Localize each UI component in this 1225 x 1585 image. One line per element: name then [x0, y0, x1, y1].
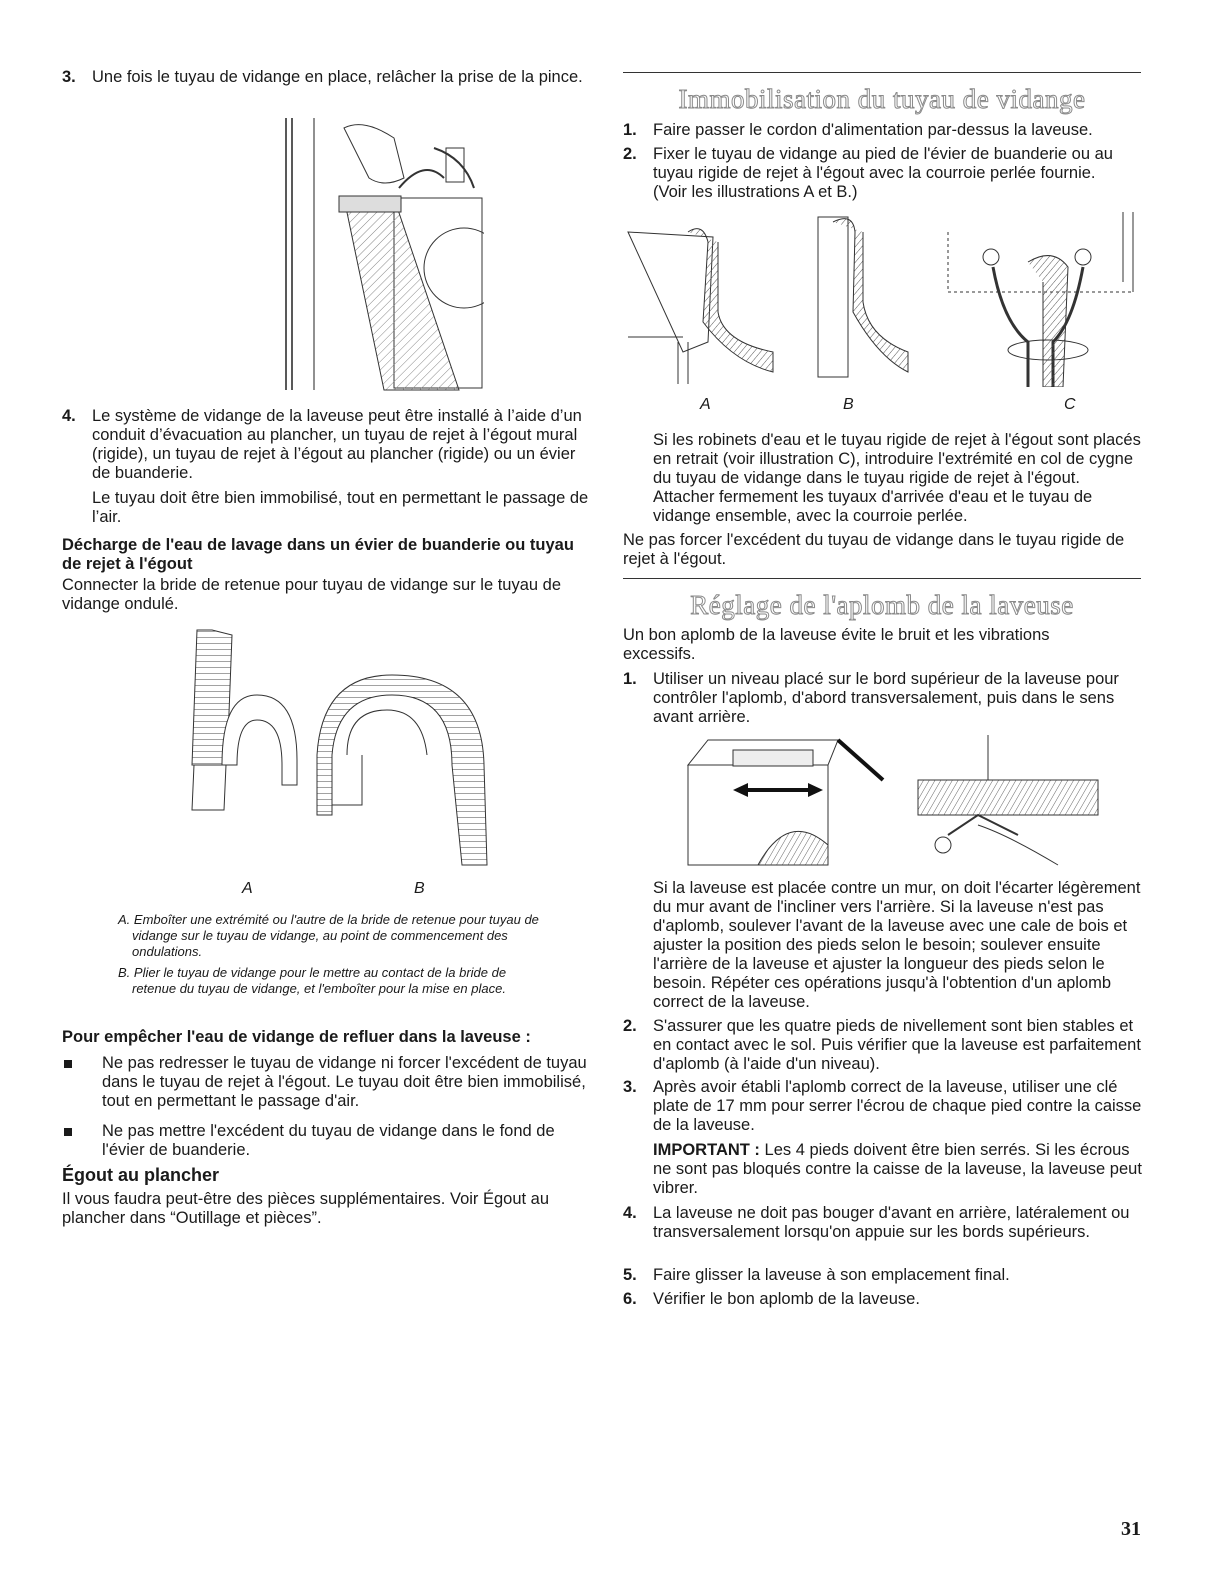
leveling-illustration [678, 735, 1108, 870]
step-text: Fixer le tuyau de vidange au pied de l'évier de buanderie ou au tuyau rigide de rejet à l'égout avec la courroie perlée fournie. (Voir les illustrations A et B.) [653, 145, 1113, 201]
step-number: 4. [623, 1204, 637, 1222]
caption-a: A. Emboîter une extrémité ou l'autre de la bride de retenue pour tuyau de vidange sur le tuyau de vidange, au point de commencement des ondulations. [118, 912, 539, 959]
step-number: 4. [62, 407, 76, 425]
step-number: 1. [623, 121, 637, 139]
step-number: 3. [62, 68, 76, 86]
level-step-3 [623, 1078, 1143, 1198]
step-text: La laveuse ne doit pas bouger d'avant en arrière, latéralement ou transversalement lorsqu'on appuie sur les bords supérieurs. [653, 1204, 1130, 1241]
step-2 [623, 145, 1133, 202]
level-step-4 [623, 1204, 1143, 1242]
step-text: S'assurer que les quatre pieds de nivellement sont bien stables et en contact avec le sol. Puis vérifier que la laveuse est parfaitement d'aplomb (à l'aide d'un niveau). [653, 1017, 1141, 1073]
step-text: Une fois le tuyau de vidange en place, relâcher la prise de la pince. [92, 68, 583, 86]
bullet-icon [64, 1060, 72, 1068]
leveling-text: Si la laveuse est placée contre un mur, on doit l'écarter légèrement du mur avant de l'incliner vers l'arrière. Si la laveuse n'est pas d'aplomb, soulever l'avant de la laveuse avec une cale de bois et ajuster la position des pieds selon le besoin; soulever ensuite l'arrière de la laveuse et ajuster la longueur des pieds selon le besoin. Répéter ces opérations jusqu'à l'obtention d'un aplomb correct de la laveuse. [653, 879, 1141, 1011]
level-step-1 [623, 670, 1143, 727]
bullet-icon [64, 1128, 72, 1136]
bullet-text: Ne pas redresser le tuyau de vidange ni forcer l'excédent de tuyau dans le tuyau de rejet à l'égout. Le tuyau doit être bien immobilisé, tout en permettant le passage d'air. [102, 1054, 587, 1110]
section-title-hose-securing: Immobilisation du tuyau de vidange [678, 84, 1086, 114]
step-number: 2. [623, 145, 637, 163]
discharge-heading: Décharge de l'eau de lavage dans un évier de buanderie ou tuyau de rejet à l'égout [62, 536, 574, 573]
step-text: Vérifier le bon aplomb de la laveuse. [653, 1290, 920, 1308]
clamp-illustration [284, 118, 484, 393]
caption-b: B. Plier le tuyau de vidange pour le mettre au contact de la bride de retenue du tuyau de vidange, et l'emboîter pour la mise en place. [118, 965, 507, 996]
bullet-text: Ne pas mettre l'excédent du tuyau de vidange dans le fond de l'évier de buanderie. [102, 1122, 555, 1159]
section-divider [623, 72, 1141, 73]
excess-hose-note: Ne pas forcer l'excédent du tuyau de vidange dans le tuyau rigide de rejet à l'égout. [623, 531, 1125, 568]
step-text: Faire passer le cordon d'alimentation par-dessus la laveuse. [653, 121, 1093, 139]
step-text: Utiliser un niveau placé sur le bord supérieur de la laveuse pour contrôler l'aplomb, d'abord transversalement, puis dans le sens avant arrière. [653, 670, 1119, 726]
section-divider [623, 578, 1141, 579]
level-step-6 [623, 1290, 1143, 1309]
step-number: 3. [623, 1078, 637, 1096]
step-number: 1. [623, 670, 637, 688]
section-title-leveling: Réglage de l'aplomb de la laveuse [690, 590, 1074, 620]
step-number: 2. [623, 1017, 637, 1035]
figure-label-c: C [1064, 396, 1076, 413]
important-text: Les 4 pieds doivent être bien serrés. Si les écrous ne sont pas bloqués contre la caisse de la laveuse, la laveuse peut vibrer. [653, 1141, 1142, 1197]
backflow-heading: Pour empêcher l'eau de vidange de refluer dans la laveuse : [62, 1028, 531, 1046]
discharge-text: Connecter la bride de retenue pour tuyau de vidange sur le tuyau de vidange ondulé. [62, 576, 562, 613]
step-text: Faire glisser la laveuse à son emplacement final. [653, 1266, 1010, 1284]
step-4 [62, 407, 592, 527]
hose-securing-illustration [623, 212, 1143, 387]
figure-label-a: A [242, 880, 253, 897]
floor-drain-heading: Égout au plancher [62, 1165, 220, 1185]
step-3 [62, 68, 592, 87]
important-note [623, 1141, 1143, 1198]
bullet-item [62, 1122, 587, 1160]
step-1 [623, 121, 1143, 140]
important-label: IMPORTANT : [653, 1141, 760, 1159]
bullet-item [62, 1054, 587, 1111]
step-text-2: Le tuyau doit être bien immobilisé, tout en permettant le passage de l’air. [92, 489, 589, 526]
floor-drain-text: Il vous faudra peut-être des pièces supplémentaires. Voir Égout au plancher dans “Outillage et pièces”. [62, 1190, 550, 1227]
step-text: Après avoir établi l'aplomb correct de la laveuse, utiliser une clé plate de 17 mm pour serrer l'écrou de chaque pied contre la caisse de la laveuse. [653, 1078, 1142, 1134]
figure-label-a: A [700, 396, 711, 413]
level-step-2 [623, 1017, 1143, 1074]
recessed-faucets-text: Si les robinets d'eau et le tuyau rigide de rejet à l'égout sont placés en retrait (voir illustration C), introduire l'extrémité en col de cygne du tuyau de vidange dans le tuyau rigide de rejet à l'égout. Attacher fermement les tuyaux d'arrivée d'eau et le tuyau de vidange ensemble, avec la courroie perlée. [653, 431, 1141, 525]
figure-label-b: B [843, 396, 854, 413]
leveling-intro: Un bon aplomb de la laveuse évite le bruit et les vibrations excessifs. [623, 626, 1050, 663]
level-step-5 [623, 1266, 1143, 1285]
hose-retainer-illustration [182, 625, 502, 870]
step-text: Le système de vidange de la laveuse peut être installé à l’aide d’un conduit d’évacuation au plancher, un tuyau de rejet à l’égout mural (rigide), un tuyau de rejet à l’égout au plancher (rigide) ou un évier de buanderie. [92, 407, 582, 482]
figure-label-b: B [414, 880, 425, 897]
page-number: 31 [1121, 1518, 1141, 1540]
step-number: 6. [623, 1290, 637, 1308]
step-number: 5. [623, 1266, 637, 1284]
